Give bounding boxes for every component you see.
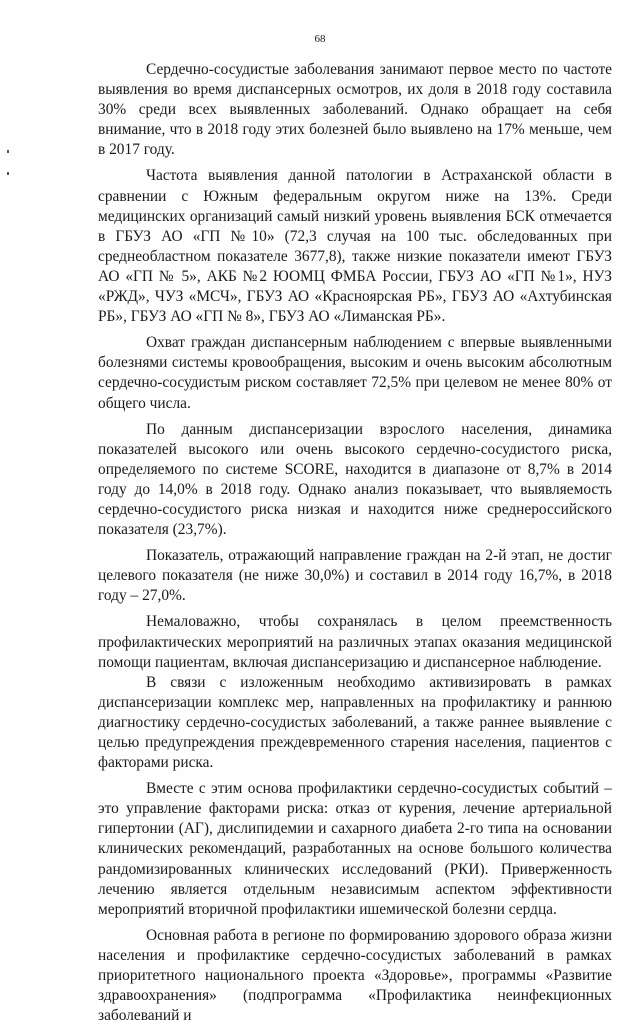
paragraph: Вместе с этим основа профилактики сердечно-сосудистых событий – это управление факторами риска: отказ от курения, лечение артериальной гипертонии (АГ), дислипидемии и сахарного диабета 2-го типа на основании клинических рекомендаций, разработанных на основе большого количества рандомизированных клинических исследований (РКИ). Приверженность лечению является отдельным независимым аспектом эффективности мероприятий вторичной профилактики ишемической болезни сердца. [98, 780, 612, 918]
paragraph: Основная работа в регионе по формированию здорового образа жизни населения и профилактике сердечно-сосудистых заболеваний в рамках приоритетного национального проекта «Здоровье», программы «Развитие здравоохранения» (подпрограмма «Профилактика неинфекционных заболеваний и [98, 926, 612, 1025]
paragraph: Показатель, отражающий направление граждан на 2-й этап, не достиг целевого показателя (не ниже 30,0%) и составил в 2014 году 16,7%, в 2018 году – 27,0%. [98, 547, 612, 605]
scan-margin-mark [7, 172, 9, 175]
paragraph: В связи с изложенным необходимо активизировать в рамках диспансеризации комплекс мер, направленных на профилактику и раннюю диагностику сердечно-сосудистых заболеваний, а также раннее выявление с целью предупреждения преждевременного старения населения, пациентов с факторами риска. [98, 673, 612, 772]
scan-margin-mark [7, 150, 9, 153]
page-number: 68 [314, 33, 326, 45]
paragraph: Частота выявления данной патологии в Астраханской области в сравнении с Южным федеральным округом ниже на 13%. Среди медицинских организаций самый низкий уровень выявления БСК отмечается в ГБУЗ АО «ГП №10» (72,3 случая на 100 тыс. обследованных при среднеобластном показателе 3677,8), также низкие показатели имеют ГБУЗ АО «ГП № 5», АКБ №2 ЮОМЦ ФМБА России, ГБУЗ АО «ГП №1», НУЗ «РЖД», ЧУЗ «МСЧ», ГБУЗ АО «Красноярская РБ», ГБУЗ АО «Ахтубинская РБ», ГБУЗ АО «ГП № 8», ГБУЗ АО «Лиманская РБ». [98, 167, 612, 326]
paragraph: Охват граждан диспансерным наблюдением с впервые выявленными болезнями системы кровообращения, высоким и очень высоким абсолютным сердечно-сосудистым риском составляет 72,5% при целевом не менее 80% от общего числа. [98, 334, 612, 412]
paragraph: Немаловажно, чтобы сохранялась в целом преемственность профилактических мероприятий на различных этапах оказания медицинской помощи пациентам, включая диспансеризацию и диспансерное наблюдение. [98, 613, 612, 671]
paragraph: По данным диспансеризации взрослого населения, динамика показателей высокого или очень высокого сердечно-сосудистого риска, определяемого по системе SCORE, находится в диапазоне от 8,7% в 2014 году до 14,0% в 2018 году. Однако анализ показывает, что выявляемость сердечно-сосудистого риска низкая и находится ниже среднероссийского показателя (23,7%). [98, 420, 612, 539]
paragraph: Сердечно-сосудистые заболевания занимают первое место по частоте выявления во время диспансерных осмотров, их доля в 2018 году составила 30% среди всех выявленных заболеваний. Однако обращает на себя внимание, что в 2018 году этих болезней было выявлено на 17% меньше, чем в 2017 году. [98, 61, 612, 159]
body-text [98, 60, 612, 1026]
